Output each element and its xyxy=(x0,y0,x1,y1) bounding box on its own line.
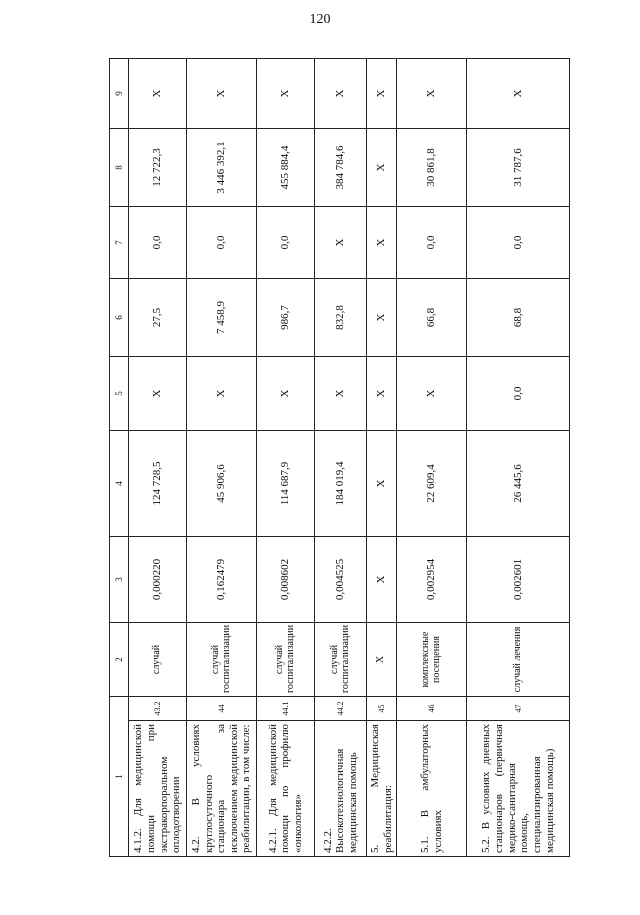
column-header: 6 xyxy=(110,279,129,357)
cell-col8: 30 861,8 xyxy=(397,129,467,207)
row-code: 43.2 xyxy=(129,697,187,721)
row-name-text: 4.2.1. Для медицинской помощи по профилю «онкология» xyxy=(266,724,304,853)
cell-col6: Х xyxy=(367,279,397,357)
cell-col7: 0,0 xyxy=(257,207,315,279)
column-header: 3 xyxy=(110,537,129,623)
cell-col3: 0,002954 xyxy=(397,537,467,623)
cell-col4: 184 019,4 xyxy=(315,431,367,537)
row-name xyxy=(129,721,187,857)
cell-col9: Х xyxy=(467,59,570,129)
row-name-text: 5.1. В амбулаторных условиях xyxy=(419,724,444,853)
cell-col9: Х xyxy=(187,59,257,129)
cell-col7: 0,0 xyxy=(129,207,187,279)
cell-col5: 0,0 xyxy=(467,357,570,431)
cell-col9: Х xyxy=(129,59,187,129)
cell-col4: 114 687,9 xyxy=(257,431,315,537)
row-name-text: 4.2.2. Высокотехнологичная медицинская помощь xyxy=(321,748,359,853)
cell-col7: 0,0 xyxy=(467,207,570,279)
column-header: 7 xyxy=(110,207,129,279)
cell-col5: Х xyxy=(315,357,367,431)
cell-col5: Х xyxy=(129,357,187,431)
cell-col4: 45 906,6 xyxy=(187,431,257,537)
row-name-text: 5.2. В условиях дневных стационаров (первичная медико-санитарная помощь, специализированная медицинская помощь) xyxy=(480,724,556,853)
cell-col6: 68,8 xyxy=(467,279,570,357)
cell-col3: Х xyxy=(367,537,397,623)
cell-col9: Х xyxy=(257,59,315,129)
cell-col6: 66,8 xyxy=(397,279,467,357)
row-unit: комплексные посещения xyxy=(397,623,467,697)
cell-col4: 22 609,4 xyxy=(397,431,467,537)
cell-col4: 26 445,6 xyxy=(467,431,570,537)
row-name-text: 4.2. В условиях круглосуточного стационара за исключением медицинской реабилитации, в том числе: xyxy=(189,724,253,853)
row-unit: случай госпитализации xyxy=(315,623,367,697)
cell-col7: Х xyxy=(367,207,397,279)
row-unit: случай госпитализации xyxy=(257,623,315,697)
cell-col3: 0,162479 xyxy=(187,537,257,623)
column-header: 2 xyxy=(110,623,129,697)
row-name xyxy=(367,721,397,857)
table-row xyxy=(315,59,367,857)
cell-col5: Х xyxy=(367,357,397,431)
cell-col9: Х xyxy=(315,59,367,129)
cell-col9: Х xyxy=(367,59,397,129)
cell-col3: 0,002601 xyxy=(467,537,570,623)
column-header: 1 xyxy=(110,697,129,857)
table-row xyxy=(129,59,187,857)
cell-col6: 7 458,9 xyxy=(187,279,257,357)
cell-col4: 124 728,5 xyxy=(129,431,187,537)
row-code: 44 xyxy=(187,697,257,721)
row-code: 44.2 xyxy=(315,697,367,721)
row-name xyxy=(315,721,367,857)
table-row xyxy=(257,59,315,857)
table-row xyxy=(367,59,397,857)
row-code: 46 xyxy=(397,697,467,721)
page-number: 120 xyxy=(309,12,331,27)
cell-col9: Х xyxy=(397,59,467,129)
row-code: 45 xyxy=(367,697,397,721)
cell-col8: Х xyxy=(367,129,397,207)
cell-col8: 31 787,6 xyxy=(467,129,570,207)
table-row xyxy=(467,59,570,857)
cell-col7: 0,0 xyxy=(187,207,257,279)
row-unit: Х xyxy=(367,623,397,697)
row-name-text: 4.1.2. Для медицинской помощи при экстракорпоральном оплодотворении xyxy=(132,724,183,853)
cell-col8: 384 784,6 xyxy=(315,129,367,207)
row-name xyxy=(397,721,467,857)
cell-col7: 0,0 xyxy=(397,207,467,279)
cell-col3: 0,004525 xyxy=(315,537,367,623)
column-header: 5 xyxy=(110,357,129,431)
row-name xyxy=(257,721,315,857)
column-header: 9 xyxy=(110,59,129,129)
table-row xyxy=(187,59,257,857)
column-number-row xyxy=(110,59,129,857)
cell-col3: 0,000220 xyxy=(129,537,187,623)
row-name xyxy=(187,721,257,857)
cell-col8: 12 722,3 xyxy=(129,129,187,207)
cell-col3: 0,008602 xyxy=(257,537,315,623)
cell-col6: 27,5 xyxy=(129,279,187,357)
column-header: 4 xyxy=(110,431,129,537)
column-header: 8 xyxy=(110,129,129,207)
row-name-text: 5. Медицинская реабилитация: xyxy=(369,724,394,853)
cell-col6: 832,8 xyxy=(315,279,367,357)
cell-col4: Х xyxy=(367,431,397,537)
cell-col7: Х xyxy=(315,207,367,279)
cell-col8: 455 884,4 xyxy=(257,129,315,207)
rotated-table-area xyxy=(109,59,567,857)
cell-col6: 986,7 xyxy=(257,279,315,357)
row-code: 44.1 xyxy=(257,697,315,721)
cell-col5: Х xyxy=(397,357,467,431)
table-row xyxy=(397,59,467,857)
row-unit: случай госпитализации xyxy=(187,623,257,697)
cell-col5: Х xyxy=(187,357,257,431)
cell-col8: 3 446 392,1 xyxy=(187,129,257,207)
cell-col5: Х xyxy=(257,357,315,431)
row-unit: случай xyxy=(129,623,187,697)
document-table xyxy=(109,58,570,857)
row-unit: случай лечения xyxy=(467,623,570,697)
row-code: 47 xyxy=(467,697,570,721)
row-name xyxy=(467,721,570,857)
